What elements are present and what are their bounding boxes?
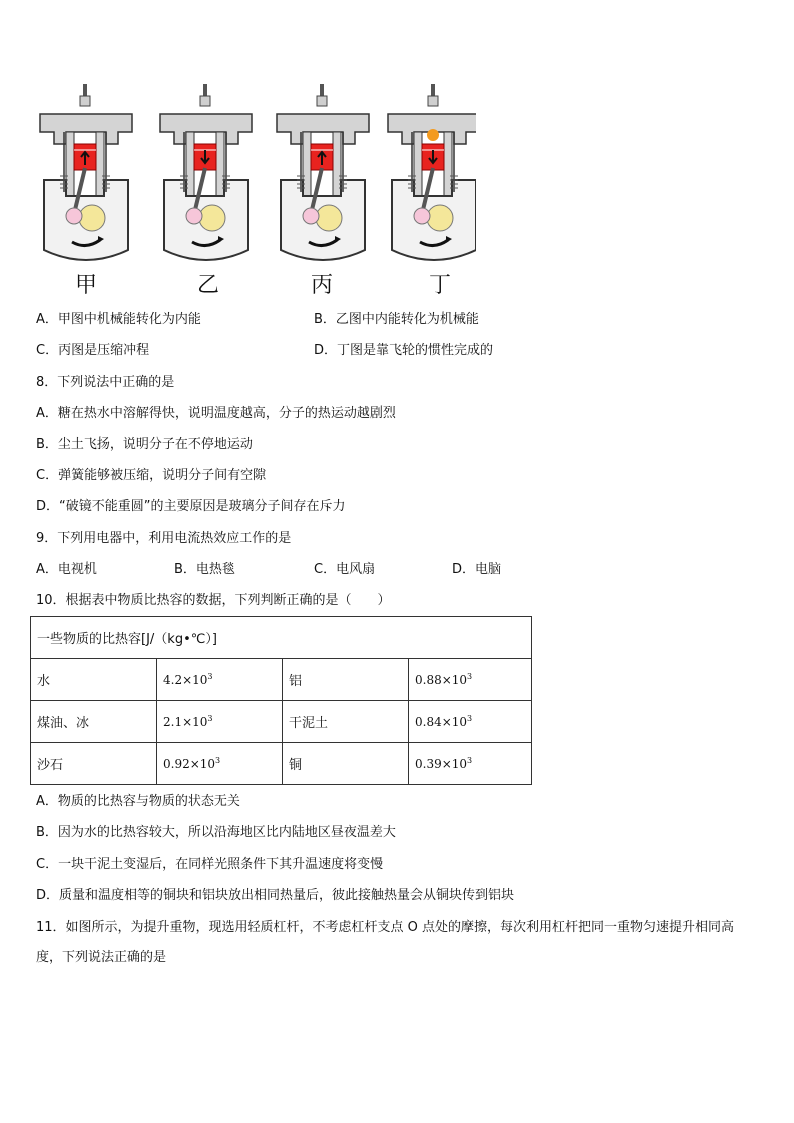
q10-option-c: C．一块干泥土变湿后，在同样光照条件下其升温速度将变慢 [36,857,384,872]
table-caption: 一些物质的比热容[J/（kg•℃）] [31,617,532,659]
q9-option-c: C．电风扇 [314,562,376,577]
table-cell: $0.39\times 10^3$ [409,743,532,785]
table-cell: $0.92\times 10^3$ [157,743,283,785]
q7-option-c: C．丙图是压缩冲程 [36,343,150,358]
q8-option-a: A．糖在热水中溶解得快，说明温度越高，分子的热运动越剧烈 [36,406,396,421]
engine-diagram-bing [277,84,369,260]
q10-stem: 10．根据表中物质比热容的数据，下列判断正确的是（ ） [36,593,391,608]
table-cell: 铝 [283,659,409,701]
specific-heat-table [30,616,532,785]
q7-option-b: B．乙图中内能转化为机械能 [314,312,479,327]
q9-option-d: D．电脑 [452,562,502,577]
q9-option-a: A．电视机 [36,562,97,577]
table-cell: 沙石 [31,743,157,785]
table-cell: $2.1\times 10^3$ [157,701,283,743]
q8-stem: 8．下列说法中正确的是 [36,375,175,390]
table-cell: 煤油、冰 [31,701,157,743]
table-cell: 铜 [283,743,409,785]
table-cell: 水 [31,659,157,701]
engine-stroke-figure [36,80,476,270]
q10-option-d: D．质量和温度相等的铜块和铝块放出相同热量后，彼此接触热量会从铜块传到铝块 [36,888,515,903]
q8-option-c: C．弹簧能够被压缩，说明分子间有空隙 [36,468,267,483]
engine-diagram-jia [40,84,132,260]
table-row [31,743,532,785]
engine-diagram-ding [388,84,476,260]
q8-option-b: B．尘土飞扬，说明分子在不停地运动 [36,437,253,452]
q7-option-d: D．丁图是靠飞轮的惯性完成的 [314,343,494,358]
table-row [31,701,532,743]
table-cell: $0.84\times 10^3$ [409,701,532,743]
table-cell: $4.2\times 10^3$ [157,659,283,701]
q8-option-d: D．“破镜不能重圆”的主要原因是玻璃分子间存在斥力 [36,499,346,514]
q10-option-a: A．物质的比热容与物质的状态无关 [36,794,240,809]
engine-diagram-yi [160,84,252,260]
table-row [31,659,532,701]
figure-label-bing: 丙 [310,273,333,298]
q10-option-b: B．因为水的比热容较大，所以沿海地区比内陆地区昼夜温差大 [36,825,396,840]
q9-stem: 9．下列用电器中，利用电流热效应工作的是 [36,531,292,546]
figure-label-ding: 丁 [428,273,451,298]
figure-label-yi: 乙 [196,273,219,298]
table-cell: $0.88\times 10^3$ [409,659,532,701]
q9-option-b: B．电热毯 [174,562,235,577]
q7-option-a: A．甲图中机械能转化为内能 [36,312,201,327]
table-cell: 干泥土 [283,701,409,743]
figure-label-jia: 甲 [74,273,97,298]
q11-stem: 11．如图所示，为提升重物，现选用轻质杠杆，不考虑杠杆支点 O 点处的摩擦，每次利用杠杆把同一重物匀速提升相同高度，下列说法正确的是 [36,920,735,965]
